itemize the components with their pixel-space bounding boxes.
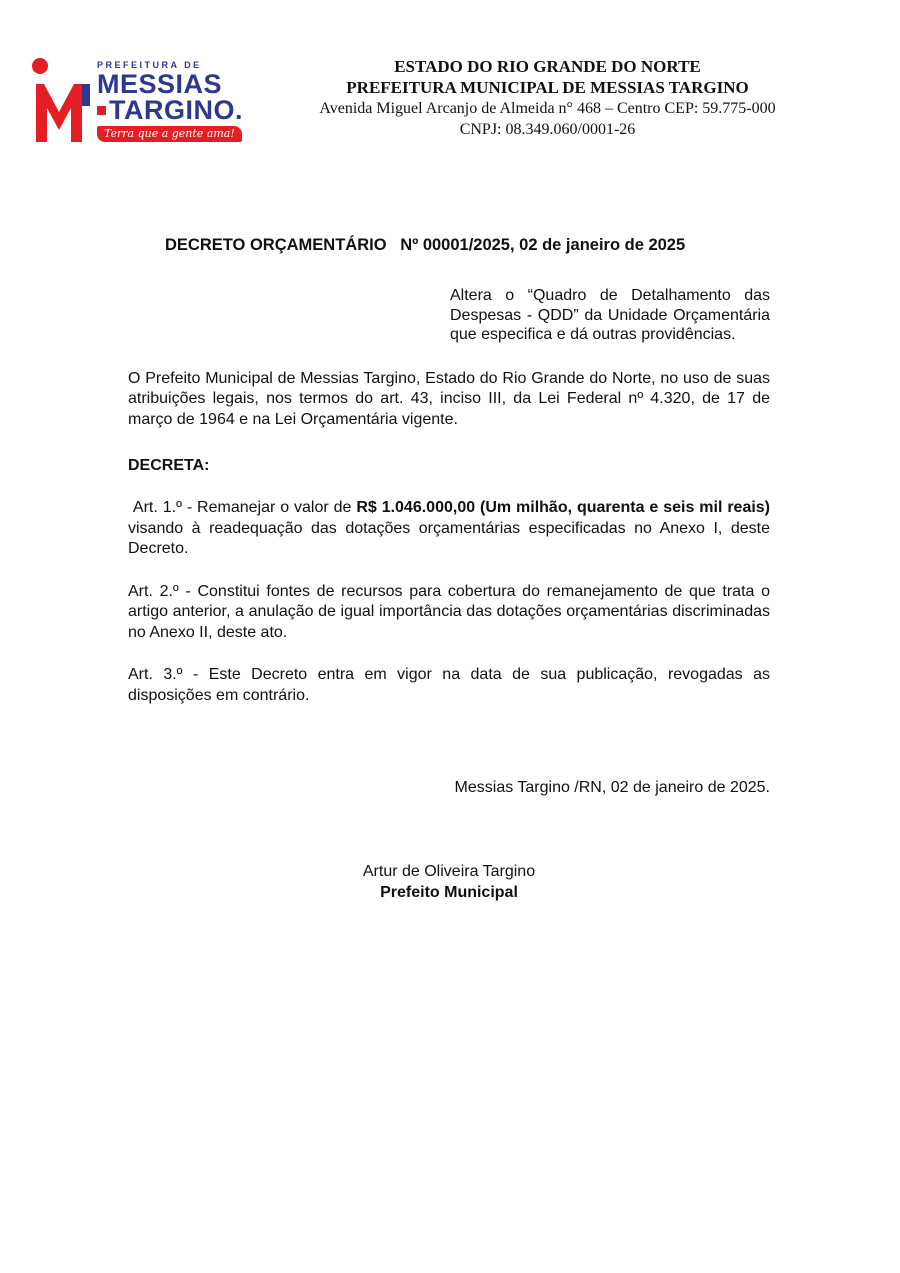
letterhead [0, 0, 900, 146]
logo-red-square-icon [97, 106, 106, 115]
article-1-suffix: visando à readequação das dotações orçamentárias especificadas no Anexo I, deste Decreto. [128, 499, 775, 557]
decree-title: DECRETO ORÇAMENTÁRIO Nº 00001/2025, 02 de janeiro de 2025 [165, 236, 686, 254]
logo-name-targino-text: TARGINO. [109, 95, 243, 125]
letterhead-text [265, 54, 830, 140]
cnpj-line: CNPJ: 08.349.060/0001-26 [459, 121, 636, 138]
article-1-prefix: Art. 1.º - Remanejar o valor de [128, 499, 357, 516]
article-1-paragraph [128, 498, 775, 560]
address-line: Avenida Miguel Arcanjo de Almeida n° 468 – Centro CEP: 59.775-000 [319, 100, 776, 117]
logo-name-messias: MESSIAS [97, 69, 223, 99]
document-body [0, 236, 900, 903]
logo-name-targino [97, 97, 243, 123]
logo-text-block [97, 54, 243, 142]
decree-summary: Altera o “Quadro de Detalhamento das Despesas - QDD” da Unidade Orçamentária que especifica e dá outras providências. [450, 287, 770, 343]
decreta-label: DECRETA: [128, 457, 210, 474]
logo-prefeitura-de-label: PREFEITURA DE [97, 60, 202, 70]
state-name: ESTADO DO RIO GRANDE DO NORTE [394, 57, 701, 76]
preamble-paragraph: O Prefeito Municipal de Messias Targino, Estado do Rio Grande do Norte, no uso de suas atribuições legais, nos termos do art. 43, inciso III, da Lei Federal nº 4.320, de 17 de março de 1964 e na Lei Orçamentária vigente. [128, 369, 770, 428]
signature-name: Artur de Oliveira Targino [362, 863, 536, 880]
article-2-paragraph: Art. 2.º - Constitui fontes de recursos para cobertura do remanejamento de que trata o artigo anterior, a anulação de igual importância das dotações orçamentárias discriminadas no Anexo II, deste ato. [128, 582, 770, 641]
signature-title: Prefeito Municipal [380, 884, 518, 901]
logo-m-mark-icon [30, 54, 92, 146]
municipality-name: PREFEITURA MUNICIPAL DE MESSIAS TARGINO [346, 78, 749, 97]
signature-block [128, 861, 770, 903]
dateline: Messias Targino /RN, 02 de janeiro de 2025. [454, 779, 770, 796]
municipality-logo [30, 54, 265, 146]
logo-tagline-ribbon: Terra que a gente ama! [97, 126, 242, 142]
article-1-amount: R$ 1.046.000,00 (Um milhão, quarenta e seis mil reais) [356, 499, 771, 516]
article-3-paragraph: Art. 3.º - Este Decreto entra em vigor na data de sua publicação, revogadas as disposições em contrário. [128, 666, 770, 704]
